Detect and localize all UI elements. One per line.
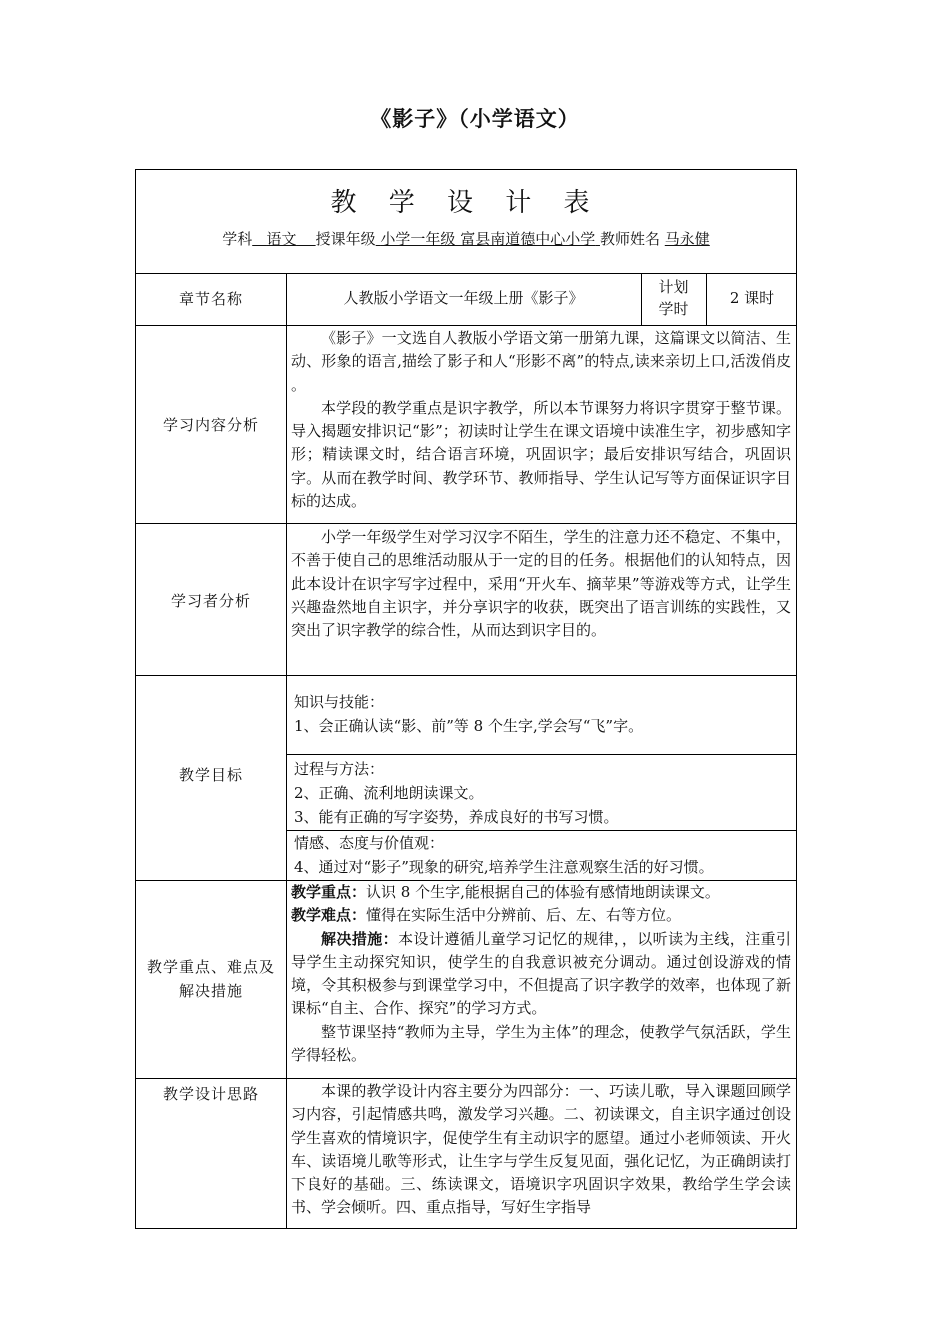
subject-label: 学科 — [222, 230, 253, 248]
teacher-value: 马永健 — [664, 230, 710, 248]
table-title: 教 学 设 计 表 — [330, 188, 602, 218]
grade-label: 授课年级 — [315, 230, 376, 248]
goal-item: 1、会正确认读“影、前”等 8 个生字,学会写“飞”字。 — [294, 717, 644, 735]
goal-process — [294, 757, 789, 829]
goal-item: 2、正确、流利地朗读课文。 — [294, 784, 484, 802]
goal-process-title: 过程与方法： — [294, 760, 385, 778]
design-table — [135, 169, 797, 1229]
goal-knowledge — [294, 690, 789, 738]
planned-hours-value: 2 课时 — [729, 289, 775, 307]
goals-label: 教学目标 — [178, 766, 243, 784]
content-analysis-paragraph: 《影子》一文选自人教版小学语文第一册第九课，这篇课文以简洁、生动、形象的语言,描绘了影子和人“形影不离”的特点,读来亲切上口,活泼俏皮 。 — [291, 329, 791, 394]
goal-item: 3、能有正确的写字姿势，养成良好的书写习惯。 — [294, 808, 619, 826]
row-divider — [136, 1078, 797, 1079]
teaching-focus: 教学重点：认识 8 个生字,能根据自己的体验有感情地朗读课文。 — [291, 883, 720, 901]
goal-emotion — [294, 831, 789, 879]
design-idea-paragraph: 本课的教学设计内容主要分为四部分：一、巧读儿歌，导入课题回顾学习内容，引起情感共鸣，激发学习兴趣。二、初读课文，自主识字通过创设学生喜欢的情境识字，促使学生有主动识字的愿望。通过小老师领读、开火车、读语境儿歌等形式，让生字与学生反复见面，强化记忆，为正确朗读打下良好的基础。三、练读课文，语境识字巩固识字效果，教给学生学会读书、学会倾听。四、重点指导，写好生字指导 — [291, 1082, 791, 1217]
goal-knowledge-title: 知识与技能： — [294, 693, 385, 711]
info-line — [136, 228, 796, 249]
column-divider — [286, 273, 287, 1229]
row-divider — [136, 325, 797, 326]
teacher-label: 教师姓名 — [599, 230, 660, 248]
chapter-label: 章节名称 — [178, 290, 243, 308]
subject-value: 语文 — [266, 230, 297, 248]
design-idea-label: 教学设计思路 — [162, 1085, 259, 1103]
learner-analysis-paragraph: 小学一年级学生对学习汉字不陌生，学生的注意力还不稳定、不集中，不善于使自己的思维活动服从于一定的目的任务。根据他们的认知特点，因此本设计在识字写字过程中，采用“开火车、摘苹果”等游戏等方式，让学生兴趣盎然地自主识字，并分享识字的收获，既突出了语言训练的实践性，又突出了识字教学的综合性，从而达到识字目的。 — [291, 528, 791, 640]
design-idea-text — [291, 1080, 791, 1220]
solution-measures: 解决措施：本设计遵循儿童学习记忆的规律，，以听读为主线，注重引导学生主动探究知识，使学生的自我意识被充分调动。通过创设游戏的情境，令其积极参与到课堂学习中，不但提高了识字教学的效率，也体现了新课标“自主、合作、探究”的学习方式。 — [291, 929, 791, 1018]
key-points-label: 教学重点、难点及 解决措施 — [146, 958, 275, 1000]
row-divider — [136, 675, 797, 676]
goal-emotion-title: 情感、态度与价值观： — [294, 834, 445, 852]
content-analysis-paragraph: 本学段的教学重点是识字教学，所以本节课努力将识字贯穿于整节课。导入揭题安排识记“影”；初读时让学生在课文语境中读准生字，初步感知字形；精读课文时，结合语言环境，巩固识字；最后安排识写结合，巩固识字。从而在教学时间、教学环节、教师指导、学生认记写等方面保证识字目标的达成。 — [291, 398, 791, 511]
planned-hours-label: 计划 学时 — [658, 278, 689, 318]
chapter-value: 人教版小学语文一年级上册《影子》 — [343, 289, 584, 307]
row-divider — [286, 754, 797, 755]
key-points-paragraph: 整节课坚持“教师为主导，学生为主体”的理念，使教学气氛活跃，学生学得轻松。 — [291, 1022, 791, 1065]
document-title: 《影子》（小学语文） — [370, 106, 580, 131]
key-points-text — [291, 881, 791, 1067]
row-divider — [136, 523, 797, 524]
grade-value: 小学一年级 富县南道德中心小学 — [380, 230, 596, 248]
learner-analysis-label: 学习者分析 — [170, 592, 251, 610]
row-divider — [136, 273, 797, 274]
goal-item: 4、通过对“影子”现象的研究,培养学生注意观察生活的好习惯。 — [294, 858, 714, 876]
content-analysis-label: 学习内容分析 — [162, 416, 259, 434]
teaching-difficulty: 教学难点：懂得在实际生活中分辨前、后、左、右等方位。 — [291, 906, 682, 925]
learner-analysis-text — [291, 526, 791, 642]
content-analysis-text — [291, 327, 791, 513]
